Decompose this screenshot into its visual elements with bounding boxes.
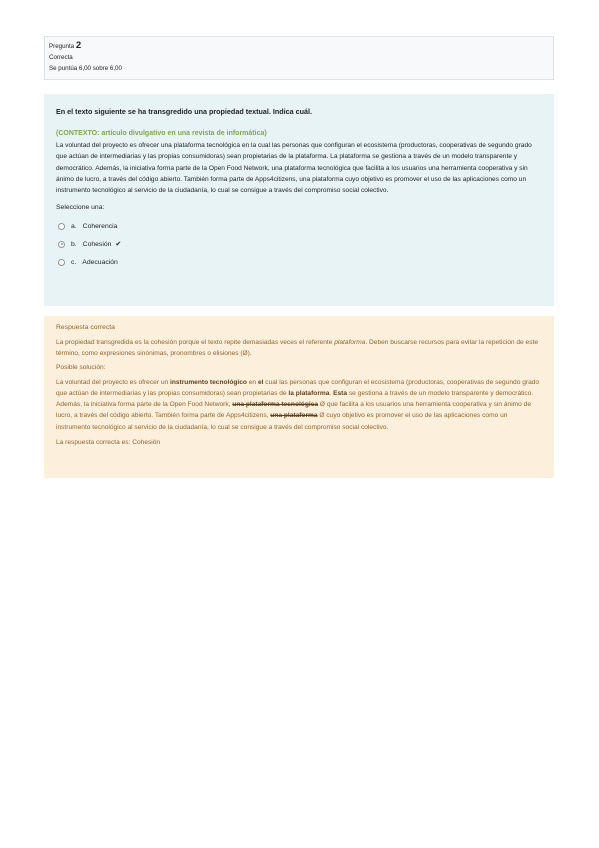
solution-strikethrough: una plataforma: [270, 412, 318, 420]
feedback-panel: [44, 316, 554, 478]
solution-text: se gestiona a través de un modelo transparente y democrático. Además, la iniciativa forma parte de la Open Food Network,: [56, 389, 534, 409]
solution-bold: instrumento tecnológico: [170, 378, 247, 386]
radio-b[interactable]: [58, 241, 65, 248]
option-label: Coherencia: [82, 222, 118, 230]
explanation-text-end: . Deben buscarse recursos para evitar la repetición de este término, como expresiones sinónimas, pronombres o elisiones (Ø).: [56, 339, 539, 358]
feedback-explanation: [56, 337, 542, 360]
solution-bold: la plataforma: [288, 389, 330, 397]
solution-bold: Esta: [333, 389, 348, 397]
answer-option-b[interactable]: [58, 235, 544, 253]
solution-bold: el: [257, 378, 264, 386]
question-context: (CONTEXTO: artículo divulgativo en una revista de informática): [56, 130, 267, 137]
option-letter: a.: [71, 222, 77, 230]
solution-label: Posible solución:: [56, 363, 106, 371]
option-label: Adecuación: [82, 258, 118, 266]
checkmark-icon: ✔: [115, 241, 122, 249]
option-label: Cohesión: [82, 240, 112, 248]
question-text: En el texto siguiente se ha transgredido una propiedad textual. Indica cuál.: [56, 107, 313, 116]
radio-a[interactable]: [58, 223, 65, 230]
solution-text: en: [246, 378, 258, 386]
answer-prompt: Seleccione una:: [56, 204, 105, 212]
solution-text: Ø que facilita a los usuarios una herramienta cooperativa y sin ánimo de lucro, a través del código abierto. También forma parte de Apps4citizens,: [56, 401, 531, 420]
feedback-title: Respuesta correcta: [56, 324, 115, 331]
solution-text: Ø cuyo objetivo es promover el uso de las aplicaciones como un instrumento tecnológico al servicio de la ciudadanía, lo cual se consigue a través del compromiso social colectivo.: [56, 412, 508, 431]
solution-text: cual las personas que configuran el ecosistema (productoras, cooperativas de segundo grado que actúan de intermediarias y las propias consumidoras) sean propietarias de: [56, 378, 540, 397]
right-answer: La respuesta correcta es: Cohesión: [56, 439, 161, 447]
question-state: Correcta: [49, 54, 73, 61]
answer-option-c[interactable]: [58, 253, 544, 271]
question-label: Pregunta: [49, 43, 75, 50]
explanation-text: La propiedad transgredida es la cohesión porque el texto repite demasiadas veces el referente: [56, 339, 335, 346]
question-grade: Se puntúa 6,00 sobre 6,00: [49, 65, 122, 72]
question-number-line: [49, 40, 549, 52]
solution-text: .: [329, 389, 334, 397]
option-letter: b.: [71, 240, 77, 248]
question-number: 2: [75, 40, 82, 51]
solution-paragraph: [56, 377, 542, 433]
answer-option-a[interactable]: [58, 217, 544, 235]
solution-strikethrough: una plataforma tecnológica: [232, 401, 319, 409]
question-formulation: [44, 94, 554, 306]
solution-text: La voluntad del proyecto es ofrecer un: [56, 378, 170, 386]
question-paragraph: La voluntad del proyecto es ofrecer una plataforma tecnológica en la cual las personas que configuran el ecosistema (productoras, cooperativas de segundo grado que actúan de intermediarias y las propias consumidoras) sean propietarias de la plataforma. La plataforma se gestiona a través de un modelo transparente y democrático. Además, la iniciativa forma parte de la Open Food Network, una plataforma tecnológica que facilita a los usuarios una herramienta cooperativa y sin ánimo de lucro, a través del código abierto. También forma parte de Apps4citizens, una plataforma cuyo objetivo es promover el uso de las aplicaciones como un instrumento tecnológico al servicio de la ciudadanía, lo cual se consigue a través del compromiso social colectivo.: [56, 142, 532, 195]
radio-c[interactable]: [58, 259, 65, 266]
explanation-italic: plataforma: [334, 339, 366, 346]
option-letter: c.: [71, 258, 77, 266]
question-info-panel: [44, 36, 554, 80]
